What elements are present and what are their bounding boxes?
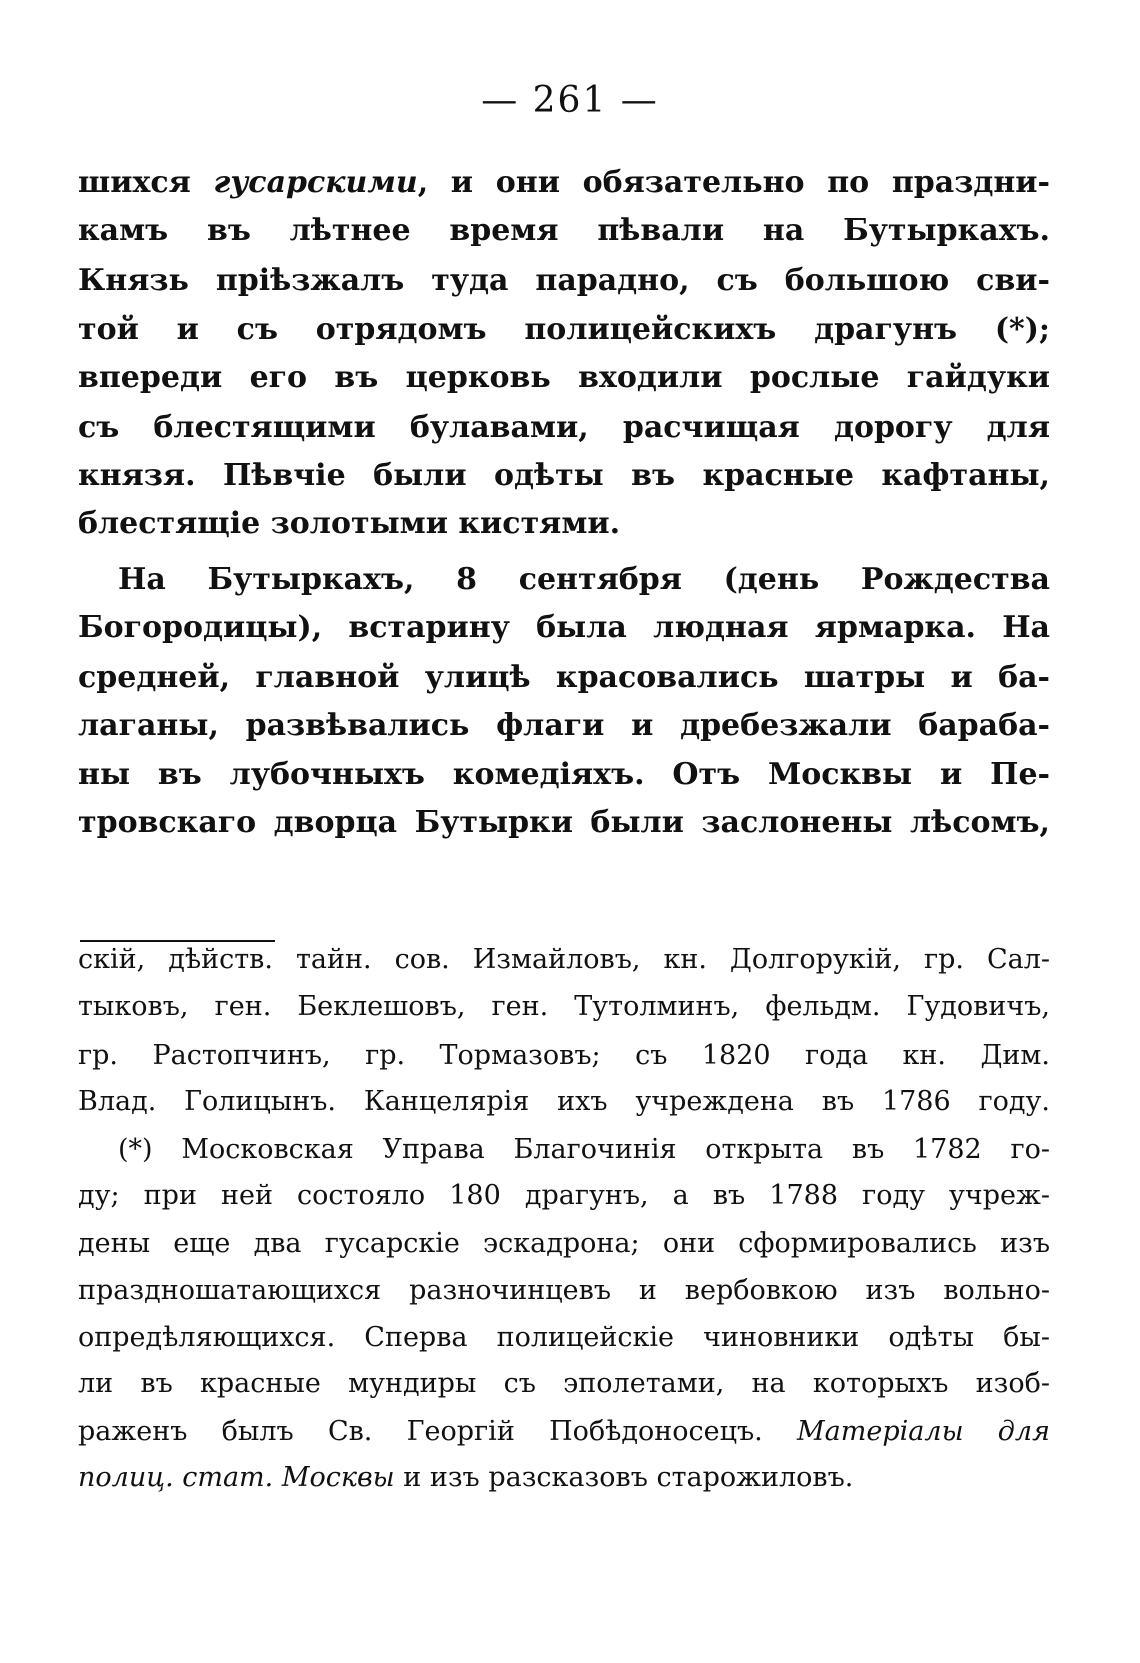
italic-source: Матеріалы для xyxy=(797,1416,1050,1447)
italic-source: полиц. стат. Москвы xyxy=(78,1462,395,1493)
footnote-line: опредѣляющихся. Сперва полицейскіе чиновники одѣты бы- xyxy=(78,1322,1050,1353)
body-line: съ блестящими булавами, расчищая дорогу для xyxy=(78,410,1050,445)
body-line: На Бутыркахъ, 8 сентября (день Рождества xyxy=(118,562,1050,597)
footnote-line: дены еще два гусарскіе эскадрона; они сформировались изъ xyxy=(78,1228,1050,1259)
italic-term: гусарскими xyxy=(213,165,418,200)
body-line: камъ въ лѣтнее время пѣвали на Бутыркахъ. xyxy=(78,213,1050,248)
body-line: впереди его въ церковь входили рослые гайдуки xyxy=(78,360,1050,395)
body-line: блестящіе золотыми кистями. xyxy=(78,506,621,541)
footnote-line: ли въ красные мундиры съ эполетами, на которыхъ изоб- xyxy=(78,1368,1050,1399)
body-line: лаганы, развѣвались флаги и дребезжали бараба- xyxy=(78,708,1050,743)
body-line: тровскаго дворца Бутырки были заслонены лѣсомъ, xyxy=(78,805,1050,840)
body-line: средней, главной улицѣ красовались шатры и ба- xyxy=(78,660,1050,695)
body-line: той и съ отрядомъ полицейскихъ драгунъ (*); xyxy=(78,312,1050,347)
body-line: Богородицы), встарину была людная ярмарка. На xyxy=(78,610,1050,645)
footnote-line: ду; при ней состояло 180 драгунъ, а въ 1788 году учреж- xyxy=(78,1180,1050,1211)
footnote-line: скій, дѣйств. тайн. сов. Измайловъ, кн. Долгорукій, гр. Сал- xyxy=(78,944,1050,975)
footnote-line: тыковъ, ген. Беклешовъ, ген. Тутолминъ, фельдм. Гудовичъ, xyxy=(78,991,1050,1022)
body-line: шихся гусарскими, и они обязательно по праздни- xyxy=(78,165,1050,200)
footnote-line: раженъ былъ Св. Георгій Побѣдоносецъ. Матеріалы для xyxy=(78,1416,1050,1447)
footnote-line: праздношатающихся разночинцевъ и вербовкою изъ вольно- xyxy=(78,1275,1050,1306)
body-line: ны въ лубочныхъ комедіяхъ. Отъ Москвы и Пе- xyxy=(78,757,1050,792)
footnote-line: полиц. стат. Москвы и изъ разсказовъ старожиловъ. xyxy=(78,1462,854,1493)
footnote-line: (*) Московская Управа Благочинія открыта въ 1782 го- xyxy=(118,1134,1050,1165)
footnote-line: Влад. Голицынъ. Канцелярія ихъ учреждена въ 1786 году. xyxy=(78,1086,1050,1117)
footnote-divider xyxy=(80,940,275,942)
body-line: Князь пріѣзжалъ туда парадно, съ большою сви- xyxy=(78,263,1050,298)
page-number: — 261 — xyxy=(481,80,659,121)
footnote-line: гр. Растопчинъ, гр. Тормазовъ; съ 1820 года кн. Дим. xyxy=(78,1040,1050,1071)
body-line: князя. Пѣвчіе были одѣты въ красные кафтаны, xyxy=(78,458,1050,493)
